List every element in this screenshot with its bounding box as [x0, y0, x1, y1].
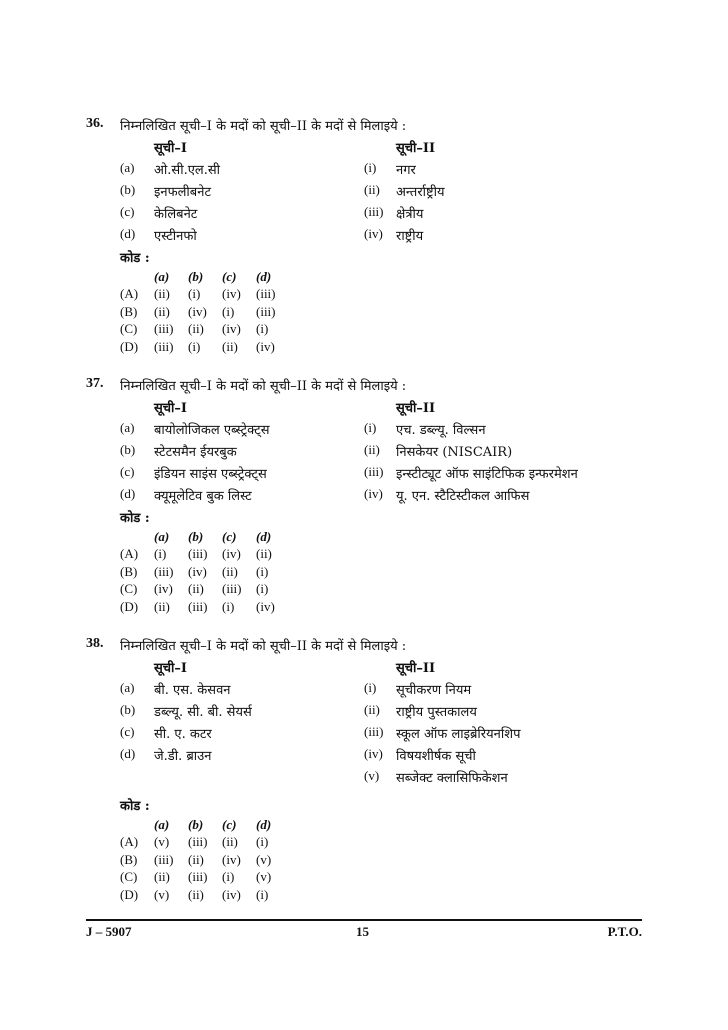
option-label: (B) [120, 563, 138, 579]
code-cell: (i) [222, 598, 235, 614]
list2-item: राष्ट्रीय [396, 229, 424, 244]
code-cell: (ii) [222, 338, 238, 354]
list1-item: स्टेटसमैन ईयरबुक [154, 445, 237, 460]
match-row [86, 204, 646, 226]
code-cell: (v) [154, 886, 170, 902]
code-cell: (iii) [188, 546, 208, 562]
code-option-row [120, 598, 296, 616]
code-cell: (ii) [222, 834, 238, 850]
list1-item: बी. एस. केसवन [154, 683, 231, 698]
code-label: कोड : [120, 799, 150, 814]
code-header: (a) [154, 816, 170, 832]
list2-label: (v) [364, 768, 380, 783]
option-label: (C) [120, 581, 138, 597]
code-header: (c) [222, 816, 237, 832]
list1-item: इंडियन साइंस एब्स्ट्रेक्ट्स [154, 467, 267, 482]
code-option-row [120, 338, 296, 356]
list2-item: सूचीकरण नियम [396, 683, 472, 698]
option-label: (C) [120, 869, 138, 885]
code-cell: (i) [154, 546, 167, 562]
code-cell: (i) [256, 563, 269, 579]
code-cell: (iv) [188, 303, 207, 319]
list2-label: (i) [364, 160, 377, 175]
list2-item: क्षेत्रीय [396, 207, 424, 222]
code-cell: (iii) [154, 321, 174, 337]
list2-label: (ii) [364, 702, 380, 717]
code-cell: (ii) [256, 546, 272, 562]
code-cell: (iv) [188, 563, 207, 579]
list1-item: केलिबनेट [154, 207, 198, 222]
list2-item: नगर [396, 163, 416, 178]
question-number: 36. [86, 116, 104, 131]
match-row [86, 746, 646, 768]
list2-label: (iii) [364, 464, 384, 479]
list1-label: (c) [120, 204, 135, 219]
list2-item: राष्ट्रीय पुस्तकालय [396, 705, 477, 720]
code-header: (d) [256, 268, 272, 284]
match-row [86, 226, 646, 248]
code-header: (b) [188, 528, 204, 544]
list2-header: सूची–II [396, 141, 436, 156]
list2-item: एच. डब्ल्यू. विल्सन [396, 423, 486, 438]
list2-item: सब्जेक्ट क्लासिफिकेशन [396, 771, 508, 786]
code-cell: (iv) [222, 546, 241, 562]
code-cell: (ii) [188, 321, 204, 337]
list2-item: यू. एन. स्टैटिस्टीकल आफिस [396, 489, 530, 504]
code-cell: (iv) [222, 886, 241, 902]
list1-item: बायोलोजिकल एब्स्ट्रेक्ट्स [154, 423, 270, 438]
match-row [86, 680, 646, 702]
question-header [86, 376, 646, 398]
list2-item: इन्स्टीट्यूट ऑफ साइंटिफिक इन्फरमेशन [396, 467, 578, 482]
list2-header: सूची–II [396, 661, 436, 676]
code-table [120, 816, 296, 904]
list2-item: अन्तर्राष्ट्रीय [396, 185, 445, 200]
code-option-row [120, 834, 296, 852]
question-37 [86, 376, 646, 616]
list-headers [86, 138, 646, 160]
code-cell: (i) [256, 321, 269, 337]
list2-label: (ii) [364, 182, 380, 197]
code-cell: (ii) [188, 851, 204, 867]
code-cell: (iii) [154, 338, 174, 354]
option-label: (C) [120, 321, 138, 337]
list1-label: (c) [120, 724, 135, 739]
code-cell: (v) [154, 834, 170, 850]
list1-header: सूची–I [154, 401, 187, 416]
list2-label: (ii) [364, 442, 380, 457]
code-header-row [120, 528, 296, 546]
question-number: 38. [86, 636, 104, 651]
code-cell: (ii) [188, 886, 204, 902]
list2-label: (iv) [364, 486, 383, 501]
question-36 [86, 116, 646, 356]
list1-header: सूची–I [154, 661, 187, 676]
option-label: (D) [120, 598, 139, 614]
code-cell: (ii) [154, 303, 170, 319]
code-option-row [120, 851, 296, 869]
code-label: कोड : [120, 511, 150, 526]
list1-label: (a) [120, 680, 135, 695]
option-label: (A) [120, 546, 139, 562]
list-headers [86, 658, 646, 680]
code-cell: (ii) [154, 598, 170, 614]
list2-label: (iv) [364, 226, 383, 241]
code-header: (b) [188, 268, 204, 284]
match-row [86, 182, 646, 204]
code-option-row [120, 869, 296, 887]
code-cell: (i) [256, 834, 269, 850]
code-cell: (iii) [188, 598, 208, 614]
code-option-row [120, 286, 296, 304]
question-header [86, 636, 646, 658]
code-cell: (i) [222, 303, 235, 319]
match-row [86, 724, 646, 746]
list1-item: डब्ल्यू. सी. बी. सेयर्स [154, 705, 252, 720]
code-header: (c) [222, 268, 237, 284]
code-option-row [120, 303, 296, 321]
code-cell: (iii) [222, 581, 242, 597]
list1-label: (a) [120, 160, 135, 175]
code-header: (c) [222, 528, 237, 544]
code-cell: (i) [188, 286, 201, 302]
code-header: (a) [154, 268, 170, 284]
code-cell: (i) [256, 886, 269, 902]
paper-code: J – 5907 [86, 924, 132, 939]
code-option-row [120, 886, 296, 904]
code-cell: (ii) [188, 581, 204, 597]
code-option-row [120, 546, 296, 564]
list2-item: स्कूल ऑफ लाइब्रेरियनशिप [396, 727, 521, 742]
code-cell: (ii) [154, 869, 170, 885]
list1-item: जे.डी. ब्राउन [154, 749, 212, 764]
code-cell: (iii) [188, 869, 208, 885]
match-row [86, 464, 646, 486]
list2-label: (iii) [364, 204, 384, 219]
code-cell: (v) [256, 869, 272, 885]
code-cell: (iv) [222, 851, 241, 867]
code-cell: (iv) [256, 338, 275, 354]
code-cell: (ii) [154, 286, 170, 302]
match-row [86, 420, 646, 442]
code-header: (d) [256, 528, 272, 544]
code-cell: (iv) [222, 321, 241, 337]
option-label: (B) [120, 303, 138, 319]
code-label: कोड : [120, 251, 150, 266]
list1-label: (d) [120, 486, 136, 501]
list2-label: (iii) [364, 724, 384, 739]
option-label: (A) [120, 834, 139, 850]
code-option-row [120, 321, 296, 339]
code-cell: (iii) [154, 563, 174, 579]
list1-item: इनफलीबनेट [154, 185, 211, 200]
code-header: (a) [154, 528, 170, 544]
code-option-row [120, 581, 296, 599]
list2-label: (iv) [364, 746, 383, 761]
code-cell: (i) [188, 338, 201, 354]
match-row [86, 160, 646, 182]
question-38 [86, 636, 646, 904]
list1-label: (b) [120, 702, 136, 717]
code-table [120, 268, 296, 356]
code-cell: (iv) [256, 598, 275, 614]
list1-label: (d) [120, 226, 136, 241]
question-prompt: निम्नलिखित सूची–I के मदों को सूची–II के मदों से मिलाइये : [120, 379, 407, 394]
code-cell: (i) [256, 581, 269, 597]
code-cell: (iii) [188, 834, 208, 850]
code-header-row [120, 268, 296, 286]
list2-item: विषयशीर्षक सूची [396, 749, 476, 764]
match-row [86, 702, 646, 724]
code-cell: (i) [222, 869, 235, 885]
code-table [120, 528, 296, 616]
list1-label: (c) [120, 464, 135, 479]
question-number: 37. [86, 376, 104, 391]
list1-item: ओ.सी.एल.सी [154, 163, 221, 178]
code-cell: (v) [256, 851, 272, 867]
list2-item: निसकेयर (NISCAIR) [396, 445, 513, 460]
list1-item: सी. ए. कटर [154, 727, 212, 742]
option-label: (D) [120, 886, 139, 902]
page-footer [86, 919, 642, 943]
list2-label: (i) [364, 680, 377, 695]
list1-header: सूची–I [154, 141, 187, 156]
pto-label: P.T.O. [607, 924, 642, 939]
option-label: (D) [120, 338, 139, 354]
code-option-row [120, 563, 296, 581]
page-number: 15 [356, 924, 369, 939]
list2-header: सूची–II [396, 401, 436, 416]
match-row [86, 442, 646, 464]
code-header-row [120, 816, 296, 834]
code-cell: (iv) [154, 581, 173, 597]
list1-label: (b) [120, 182, 136, 197]
match-row [86, 768, 646, 790]
code-cell: (iii) [256, 286, 276, 302]
list1-item: एस्टीनफो [154, 229, 197, 244]
question-prompt: निम्नलिखित सूची–I के मदों को सूची–II के मदों से मिलाइये : [120, 639, 407, 654]
list2-label: (i) [364, 420, 377, 435]
list-headers [86, 398, 646, 420]
code-header: (d) [256, 816, 272, 832]
option-label: (A) [120, 286, 139, 302]
option-label: (B) [120, 851, 138, 867]
code-cell: (ii) [222, 563, 238, 579]
question-prompt: निम्नलिखित सूची–I के मदों को सूची–II के मदों से मिलाइये : [120, 119, 407, 134]
code-header: (b) [188, 816, 204, 832]
list1-item: क्यूमूलेटिव बुक लिस्ट [154, 489, 252, 504]
list1-label: (d) [120, 746, 136, 761]
code-cell: (iii) [256, 303, 276, 319]
question-header [86, 116, 646, 138]
code-cell: (iii) [154, 851, 174, 867]
list1-label: (b) [120, 442, 136, 457]
match-row [86, 486, 646, 508]
list1-label: (a) [120, 420, 135, 435]
code-cell: (iv) [222, 286, 241, 302]
